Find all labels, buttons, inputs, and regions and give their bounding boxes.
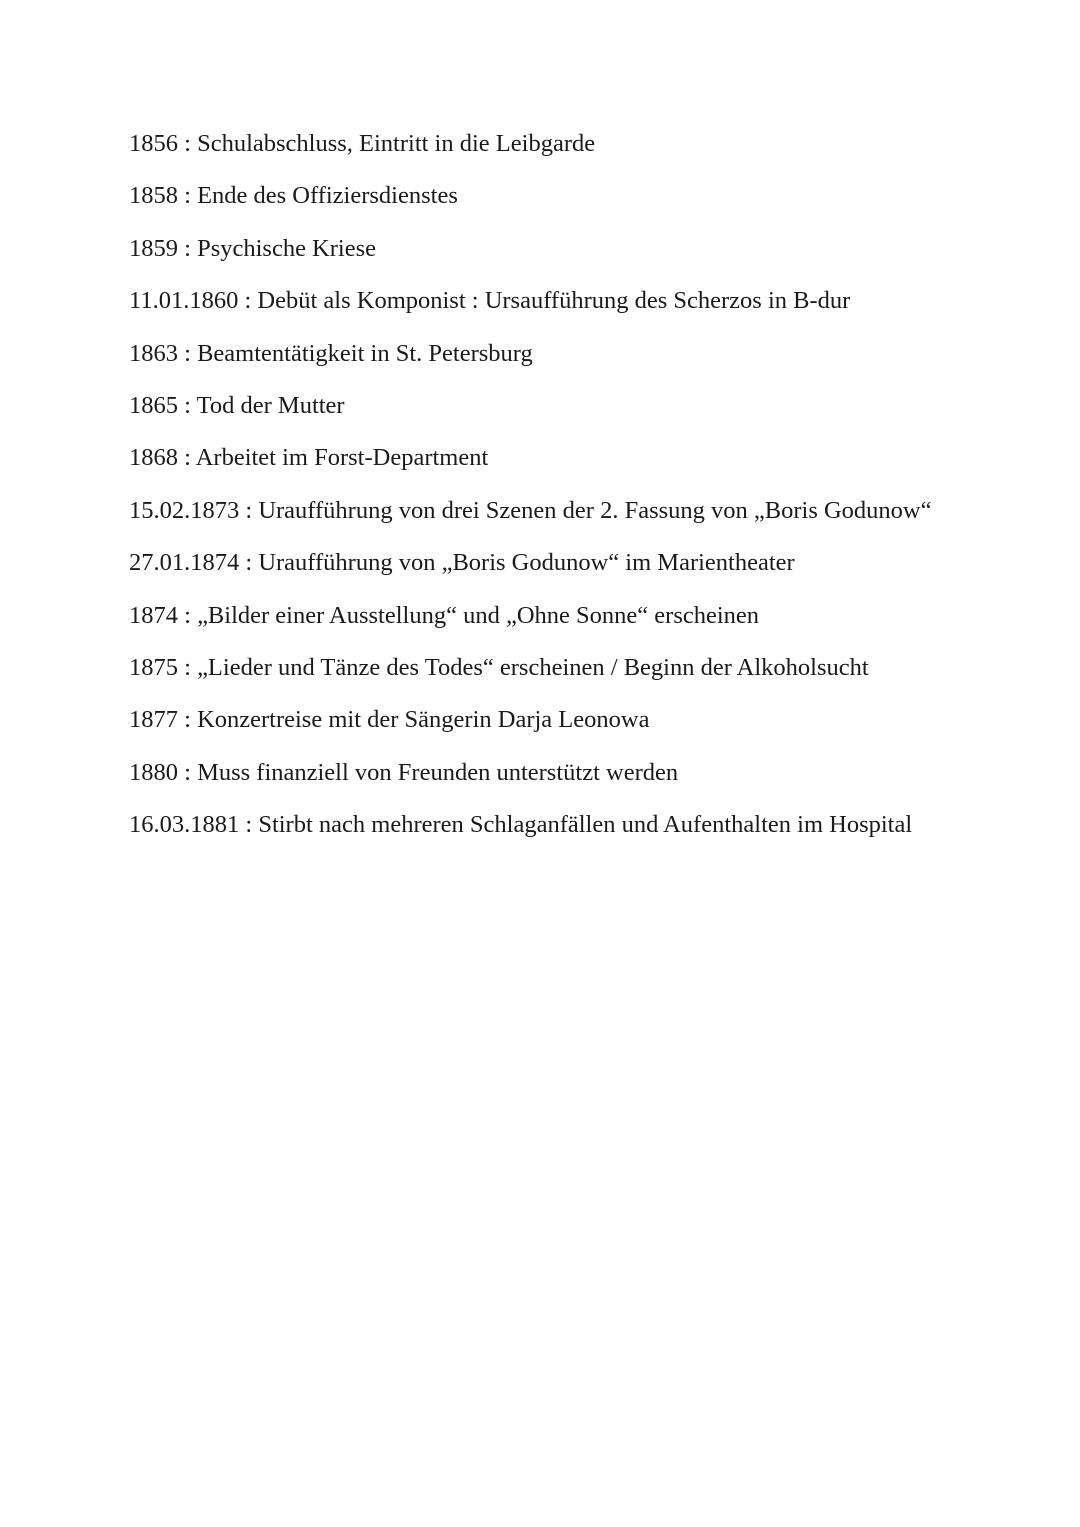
entry-date: 1880 xyxy=(129,758,178,786)
entry-date: 1874 xyxy=(129,601,178,629)
entry-date: 1868 xyxy=(129,444,178,472)
entry-text: „Lieder und Tänze des Todes“ erscheinen / Beginn der Alkoholsucht xyxy=(197,653,869,681)
entry-text: Schulabschluss, Eintritt in die Leibgarde xyxy=(197,130,596,157)
timeline-entry xyxy=(129,127,959,161)
entry-separator: : xyxy=(178,444,196,472)
entry-date: 27.01.1874 xyxy=(129,549,240,577)
timeline-entry xyxy=(129,546,959,580)
entry-separator: : xyxy=(178,601,198,629)
timeline-entry xyxy=(129,599,959,633)
entry-separator: : xyxy=(178,339,198,367)
entry-text: Uraufführung von drei Szenen der 2. Fassung von „Boris Godunow“ xyxy=(258,496,932,524)
entry-text: Konzertreise mit der Sängerin Darja Leonowa xyxy=(197,706,650,734)
entry-separator: : xyxy=(178,653,198,681)
entry-text: Stirbt nach mehreren Schlaganfällen und Aufenthalten im Hospital xyxy=(258,811,913,839)
timeline-entry xyxy=(129,756,959,790)
timeline-entry xyxy=(129,179,959,213)
entry-date: 1877 xyxy=(129,706,178,734)
entry-separator: : xyxy=(178,758,198,786)
timeline-entry xyxy=(129,494,959,528)
entry-date: 16.03.1881 xyxy=(129,811,240,839)
entry-date: 15.02.1873 xyxy=(129,496,240,524)
entry-date: 11.01.1860 xyxy=(129,287,239,315)
entry-date: 1859 xyxy=(129,234,178,262)
entry-separator: : xyxy=(178,130,198,157)
entry-text: Uraufführung von „Boris Godunow“ im Marientheater xyxy=(258,549,795,577)
entry-separator: : xyxy=(178,391,197,419)
entry-text: Arbeitet im Forst-Department xyxy=(195,444,489,472)
timeline-entry xyxy=(129,808,959,842)
entry-separator: : xyxy=(239,496,259,524)
timeline-entry xyxy=(129,232,959,266)
entry-text: Ende des Offiziersdienstes xyxy=(197,182,458,210)
timeline-entry xyxy=(129,389,959,423)
timeline-entry xyxy=(129,651,959,685)
entry-separator: : xyxy=(178,234,198,262)
entry-date: 1875 xyxy=(129,653,178,681)
entry-date: 1865 xyxy=(129,391,178,419)
entry-separator: : xyxy=(178,182,198,210)
timeline-entry xyxy=(129,441,959,475)
entry-text: Debüt als Komponist : Ursaufführung des Scherzos in B-dur xyxy=(257,287,851,315)
entry-date: 1856 xyxy=(129,130,178,157)
timeline-entry xyxy=(129,284,959,318)
entry-separator: : xyxy=(239,549,259,577)
entry-text: Beamtentätigkeit in St. Petersburg xyxy=(197,339,533,367)
entry-separator: : xyxy=(238,287,258,315)
entry-text: Psychische Kriese xyxy=(197,234,377,262)
timeline-entry xyxy=(129,703,959,737)
entry-separator: : xyxy=(178,706,198,734)
entry-separator: : xyxy=(239,811,259,839)
timeline-list xyxy=(129,127,959,860)
entry-text: Muss finanziell von Freunden unterstützt werden xyxy=(197,758,679,786)
entry-date: 1858 xyxy=(129,182,178,210)
timeline-entry xyxy=(129,337,959,371)
entry-text: „Bilder einer Ausstellung“ und „Ohne Sonne“ erscheinen xyxy=(197,601,760,629)
entry-date: 1863 xyxy=(129,339,178,367)
entry-text: Tod der Mutter xyxy=(196,391,345,419)
